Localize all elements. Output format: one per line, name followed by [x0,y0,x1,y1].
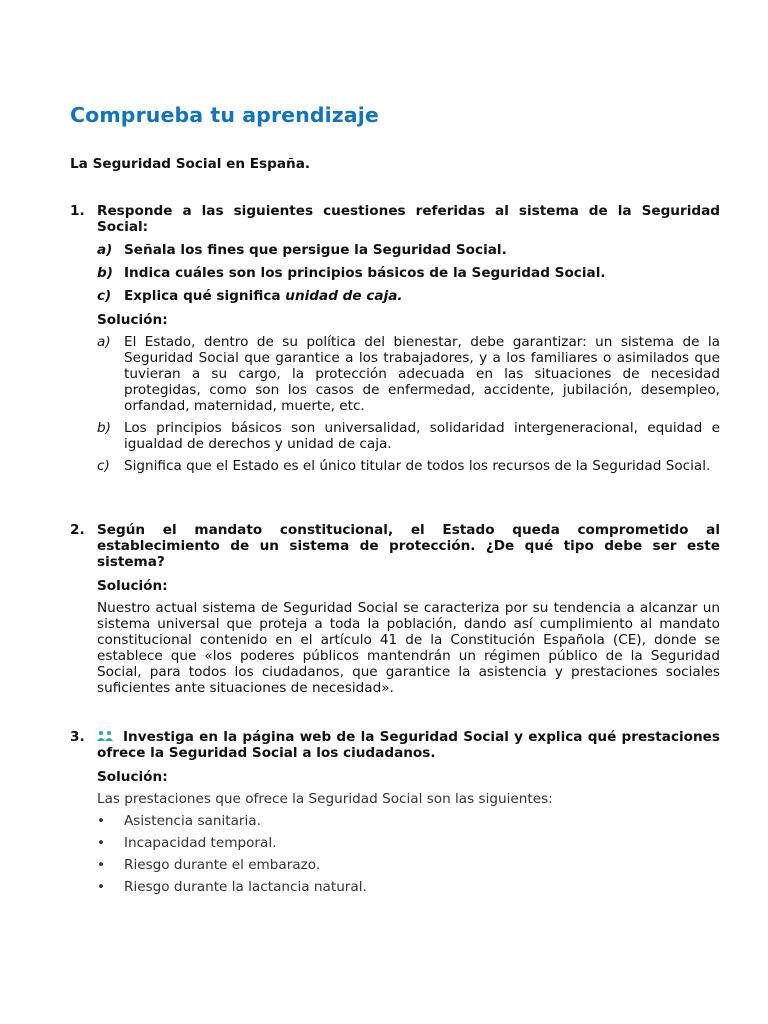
question-1 [70,203,720,474]
answer-paragraph: Nuestro actual sistema de Seguridad Social se caracteriza por su tendencia a alcanzar un sistema universal que proteja a toda la población, dando así cumplimiento al mandato constitucional contenido en el artículo 41 de la Constitución Española (CE), donde se establece que «los poderes públicos mantendrán un régimen público de la Seguridad Social, para todos los ciudadanos, que garantice la asistencia y prestaciones sociales suficientes ante situaciones de necesidad». [97,600,720,696]
list-item: • Riesgo durante la lactancia natural. [97,879,367,895]
solution-label: Solución: [97,312,168,328]
question-number: 3. [70,729,85,745]
answer-a: a) El Estado, dentro de su política del bienestar, debe garantizar: un sistema de la Seguridad Social que garantice a los trabajadores, y a los familiares o asimilados que tuvieran a su cargo, la protección adecuada en las situaciones de necesidad protegidas, como son los casos de enfermedad, accidente, jubilación, desempleo, orfandad, maternidad, muerte, etc. [97,334,720,414]
answer-b: b) Los principios básicos son universalidad, solidaridad intergeneracional, equidad e igualdad de derechos y unidad de caja. [97,420,720,452]
list-item: • Incapacidad temporal. [97,835,277,851]
sub-question-c: c) Explica qué significa unidad de caja. [97,288,403,304]
question-text: Responde a las siguientes cuestiones referidas al sistema de la Seguridad Social: [97,203,720,235]
sub-question-b: b) Indica cuáles son los principios básicos de la Seguridad Social. [97,265,606,281]
page-title: Comprueba tu aprendizaje [70,103,379,127]
question-number: 1. [70,203,85,219]
list-item: • Riesgo durante el embarazo. [97,857,321,873]
question-number: 2. [70,522,85,538]
web-research-icon [97,730,113,742]
answer-c: c) Significa que el Estado es el único titular de todos los recursos de la Seguridad Social. [97,458,711,474]
solution-label: Solución: [97,578,168,594]
section-subtitle: La Seguridad Social en España. [70,156,311,172]
sub-question-a: a) Señala los fines que persigue la Seguridad Social. [97,242,507,258]
question-text: Investiga en la página web de la Seguridad Social y explica qué prestaciones ofrece la Seguridad Social a los ciudadanos. [97,729,720,761]
list-item: • Asistencia sanitaria. [97,813,261,829]
solution-label: Solución: [97,769,168,785]
question-3 [70,729,720,895]
question-2 [70,522,720,696]
answer-intro: Las prestaciones que ofrece la Seguridad Social son las siguientes: [97,791,553,807]
question-text: Según el mandato constitucional, el Estado queda comprometido al establecimiento de un sistema de protección. ¿De qué tipo debe ser este sistema? [97,522,720,570]
